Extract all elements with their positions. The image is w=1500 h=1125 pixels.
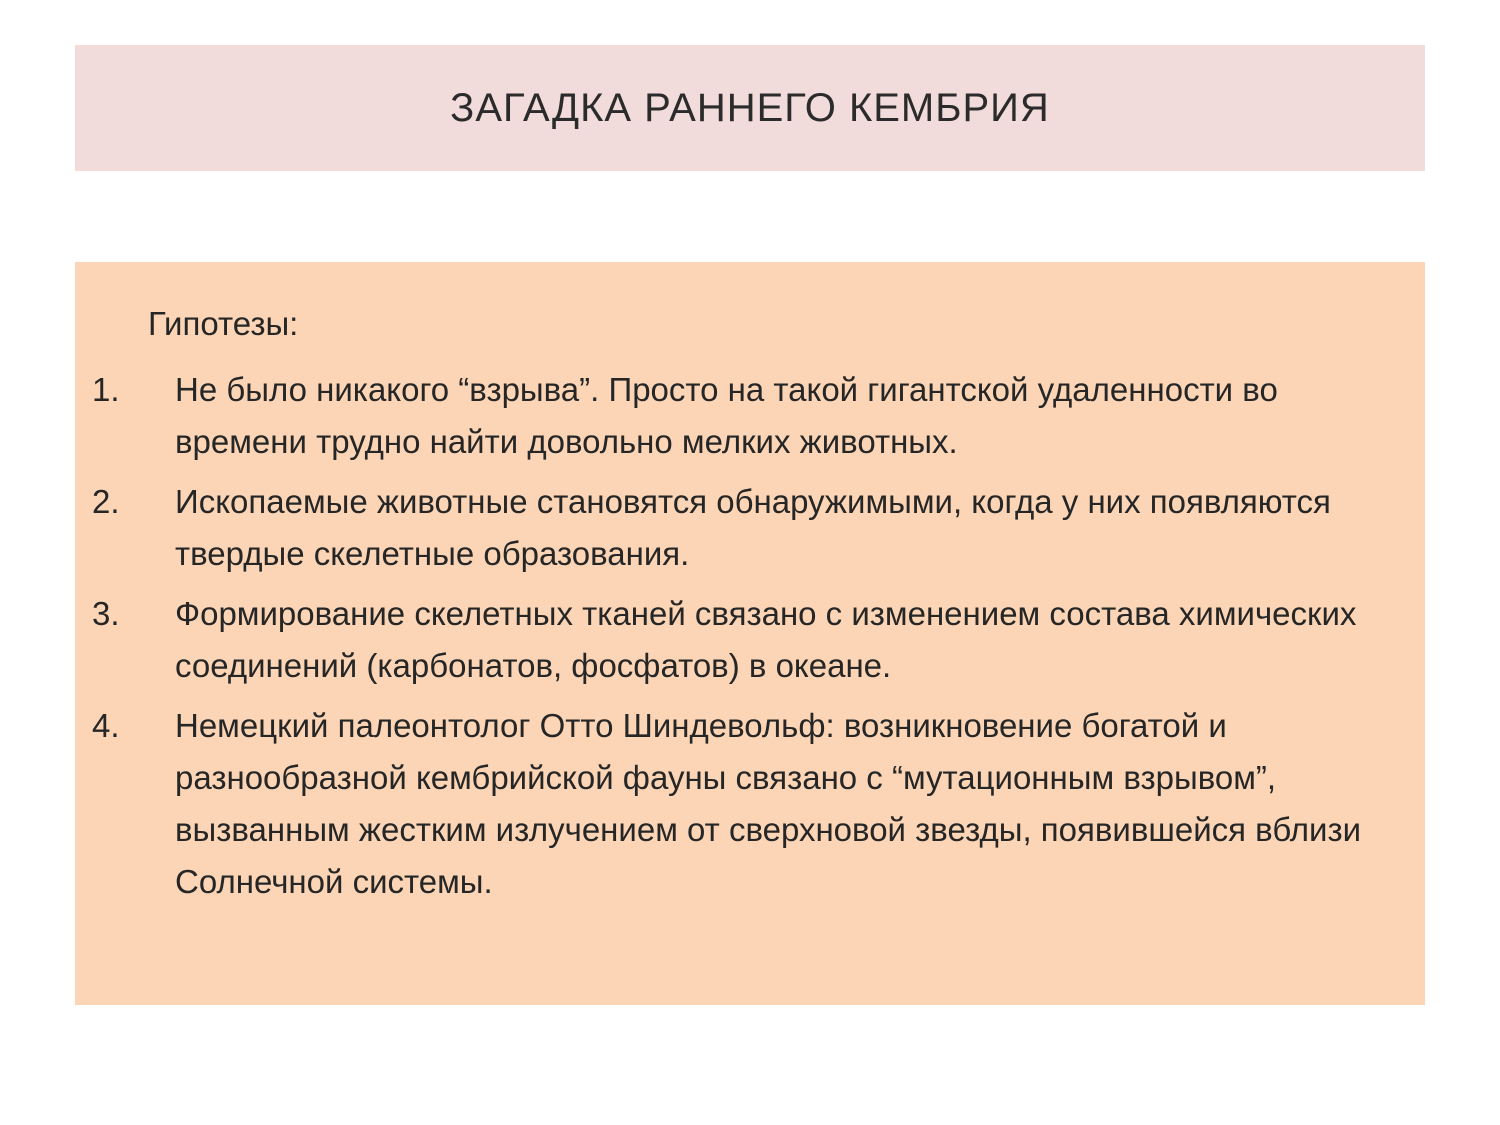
body-heading: Гипотезы: xyxy=(148,305,299,342)
slide-title: ЗАГАДКА РАННЕГО КЕМБРИЯ xyxy=(450,85,1050,130)
item-text: Формирование скелетных тканей связано с изменением состава химических соединений (карбонатов, фосфатов) в океане. xyxy=(175,595,1357,684)
list-item-1 xyxy=(75,364,1425,468)
content-block xyxy=(75,262,1425,1005)
hypotheses-list xyxy=(75,364,1425,908)
title-bar xyxy=(75,45,1425,171)
item-number: 3. xyxy=(92,595,120,632)
list-item-4 xyxy=(75,700,1425,908)
item-text: Ископаемые животные становятся обнаружимыми, когда у них появляются твердые скелетные образования. xyxy=(175,483,1331,572)
item-text: Не было никакого “взрыва”. Просто на такой гигантской удаленности во времени трудно найти довольно мелких животных. xyxy=(175,371,1278,460)
item-number: 2. xyxy=(92,483,120,520)
item-number: 4. xyxy=(92,707,120,744)
list-item-3 xyxy=(75,588,1425,692)
item-number: 1. xyxy=(92,371,120,408)
item-text: Немецкий палеонтолог Отто Шиндевольф: возникновение богатой и разнообразной кембрийской фауны связано с “мутационным взрывом”, вызванным жестким излучением от сверхновой звезды, появившейся вблизи Солнечной системы. xyxy=(175,707,1362,900)
list-item-2 xyxy=(75,476,1425,580)
